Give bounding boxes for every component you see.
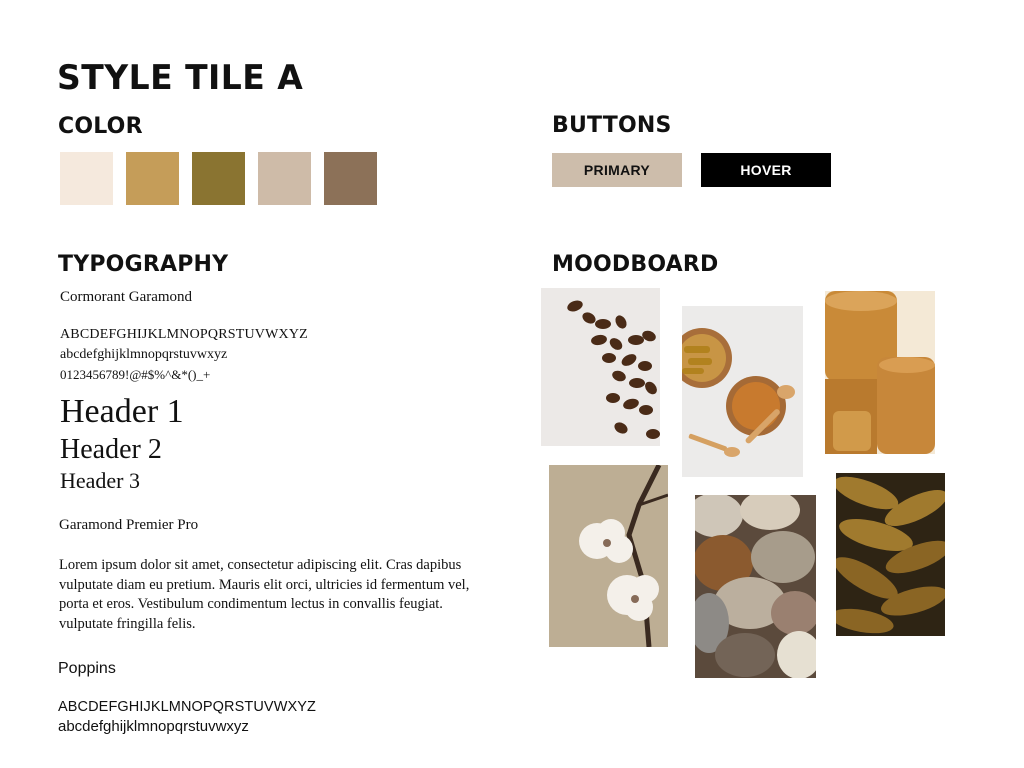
font3-name: Poppins <box>58 660 116 677</box>
font1-symbols: 0123456789!@#$%^&*()_+ <box>60 367 211 382</box>
font2-name: Garamond Premier Pro <box>59 517 199 533</box>
moodboard-image-turmeric-spices <box>682 306 803 477</box>
header-1-sample: Header 1 <box>60 393 184 430</box>
font3-lowercase: abcdefghijklmnopqrstuvwxyz <box>58 718 249 735</box>
font1-name: Cormorant Garamond <box>60 289 193 305</box>
color-swatch <box>258 152 311 205</box>
font1-lowercase: abcdefghijklmnopqrstuvwxyz <box>60 347 228 362</box>
font3-uppercase: ABCDEFGHIJKLMNOPQRSTUVWXYZ <box>58 699 316 715</box>
color-swatches <box>60 152 377 205</box>
moodboard-image-yarn-skeins <box>695 495 816 678</box>
font1-uppercase: ABCDEFGHIJKLMNOPQRSTUVWXYZ <box>60 327 308 342</box>
moodboard-image-jaggery-blocks <box>825 291 935 454</box>
moodboard-image-cotton-branch <box>549 465 668 647</box>
header-3-sample: Header 3 <box>60 468 141 493</box>
typography-heading: TYPOGRAPHY <box>58 252 229 277</box>
buttons-heading: BUTTONS <box>552 113 672 138</box>
moodboard-image-dried-leaves <box>836 473 945 636</box>
header-2-sample: Header 2 <box>60 434 162 465</box>
color-swatch <box>324 152 377 205</box>
primary-button[interactable]: PRIMARY <box>552 153 682 187</box>
body-text-sample: Lorem ipsum dolor sit amet, consectetur adipiscing elit. Cras dapibus vulputate diam eu pretium. Mauris elit orci, ultricies id fermentum vel, porta et eros. Vestibulum condimentum lectus in convallis feugiat. vulputate fringilla felis. <box>59 557 470 632</box>
color-swatch <box>126 152 179 205</box>
moodboard-image-coffee-beans <box>541 288 660 446</box>
color-heading: COLOR <box>58 114 143 139</box>
moodboard-heading: MOODBOARD <box>552 252 719 277</box>
page-title: STYLE TILE A <box>57 58 304 98</box>
color-swatch <box>60 152 113 205</box>
color-swatch <box>192 152 245 205</box>
hover-button[interactable]: HOVER <box>701 153 831 187</box>
